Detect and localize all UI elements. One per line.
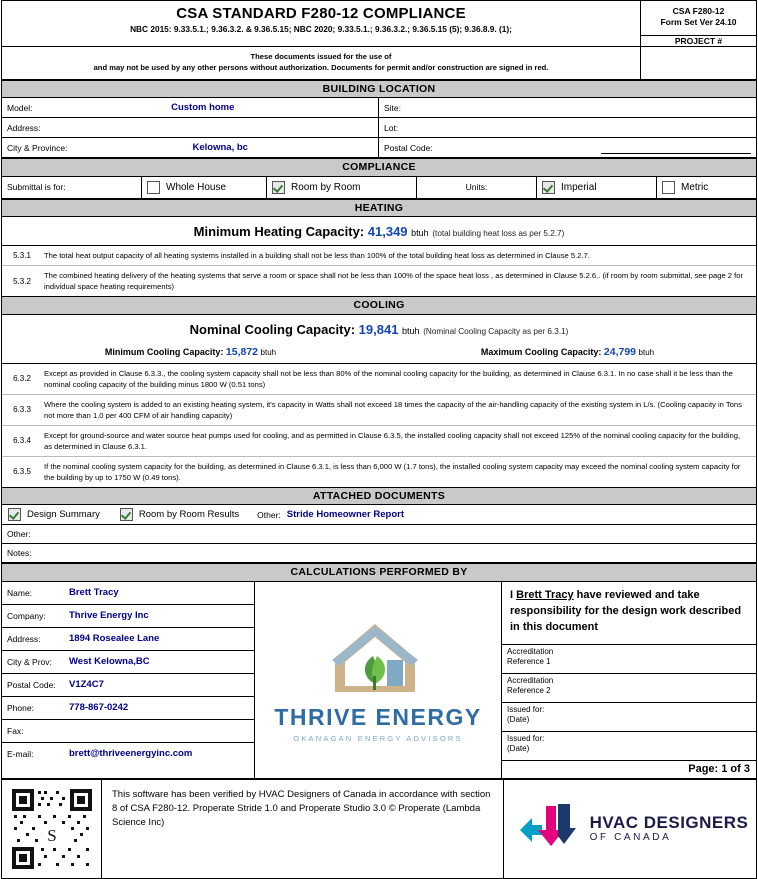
contact-address-value: 1894 Rosealee Lane	[69, 633, 160, 645]
table-row	[2, 98, 756, 118]
document-footer	[2, 779, 756, 878]
option-room-by-room-label: Room by Room	[291, 181, 361, 193]
table-row[interactable]	[2, 697, 254, 720]
contact-company-label: Company:	[7, 610, 46, 621]
notice-spacer	[640, 47, 756, 79]
hvac-arrows-icon	[512, 800, 580, 858]
notice-line-2: and may not be used by any other persons without authorization. Documents for permit and/or construction are signed in red.	[93, 63, 549, 73]
table-row[interactable]	[2, 743, 254, 765]
clause-row	[2, 246, 756, 265]
contact-name-value: Brett Tracy	[69, 587, 119, 599]
field-site-label: Site:	[384, 102, 402, 113]
table-row[interactable]	[2, 720, 254, 743]
notice-line-1: These documents issued for the use of	[250, 51, 392, 61]
nominal-cooling-capacity-note: (Nominal Cooling Capacity as per 6.3.1)	[423, 326, 569, 336]
contact-name-label-cell	[2, 582, 64, 604]
contact-fields	[2, 582, 255, 778]
accreditation-1-line1: Accreditation	[507, 646, 554, 656]
contact-postal-label: Postal Code:	[7, 679, 56, 690]
min-cooling-capacity-label: Minimum Cooling Capacity:	[104, 346, 224, 357]
company-logo	[255, 582, 502, 778]
attached-other-label: Other:	[257, 509, 281, 520]
checkbox-whole-house-icon[interactable]	[147, 181, 160, 194]
section-compliance: COMPLIANCE	[2, 158, 756, 177]
clause-number: 6.3.4	[13, 436, 31, 446]
field-address-label: Address:	[7, 122, 41, 133]
min-cooling-capacity-value: 15,872	[225, 345, 259, 358]
issued-1-line1: Issued for:	[507, 704, 545, 714]
qr-code[interactable]	[2, 780, 102, 878]
notice-spacer-inner	[641, 47, 756, 79]
min-cooling-capacity-unit: btuh	[260, 347, 277, 357]
attestation-post: have reviewed and take responsibility for the design work described in this document	[510, 588, 742, 633]
contact-email-label: E-mail:	[7, 748, 34, 759]
clause-text: If the nominal cooling system capacity for the building, as determined in Clause 6.3.1, is less than 6,000 W (1.7 tons), the installed cooling system capacity may exceed the nominal cooling system capacity for the building by up to 1750 W (0.49 tons).	[44, 461, 741, 482]
field-city-province-value: Kelowna, bc	[192, 142, 248, 154]
contact-fax-label: Fax:	[7, 725, 24, 736]
max-cooling-capacity	[379, 346, 756, 358]
attestation-name: Brett Tracy	[516, 588, 574, 601]
table-row[interactable]	[2, 582, 254, 605]
form-set-version	[641, 1, 756, 36]
submittal-label-cell	[2, 177, 142, 198]
table-row	[2, 118, 756, 138]
field-model[interactable]	[2, 98, 379, 117]
attestation-text	[502, 582, 756, 645]
table-row[interactable]	[2, 674, 254, 697]
option-room-by-room[interactable]	[267, 177, 417, 198]
field-address[interactable]	[2, 118, 379, 137]
field-city-province[interactable]	[2, 138, 379, 157]
field-postal-code-label: Postal Code:	[384, 142, 433, 153]
other-row-label: Other:	[7, 529, 31, 540]
issued-for-date-2[interactable]	[502, 732, 756, 761]
contact-postal-value: V1Z4C7	[69, 679, 104, 691]
postal-code-underline	[601, 141, 751, 154]
nominal-cooling-capacity-value: 19,841	[358, 321, 399, 337]
clause-number: 6.3.2	[13, 374, 31, 384]
min-heating-capacity-note: (total building heat loss as per 5.2.7)	[432, 229, 565, 239]
notice-text	[2, 47, 640, 79]
clause-number: 5.3.1	[13, 251, 31, 261]
contact-email-label-cell	[2, 743, 64, 765]
min-heating-capacity-unit: btuh	[411, 228, 429, 239]
section-cooling: COOLING	[2, 296, 756, 315]
checkbox-room-by-room-icon[interactable]	[272, 181, 285, 194]
field-city-province-label: City & Province:	[7, 142, 68, 153]
issued-2-line2: (Date)	[507, 744, 530, 754]
contact-company-label-cell	[2, 605, 64, 627]
page-title: CSA STANDARD F280-12 COMPLIANCE	[176, 5, 466, 22]
issued-1-line2: (Date)	[507, 715, 530, 725]
accreditation-2-line2: Reference 2	[507, 686, 551, 696]
clause-text: The total heat output capacity of all heating systems installed in a building shall not be less than 100% of the total building heat loss as determined in Clause 5.2.7.	[44, 251, 590, 261]
clause-row	[2, 364, 756, 394]
heating-clauses	[2, 245, 756, 296]
clause-row	[2, 456, 756, 487]
contact-fax-value	[64, 720, 254, 742]
accreditation-reference-1[interactable]	[502, 645, 756, 674]
other-row[interactable]	[2, 525, 756, 544]
contact-phone-label-cell	[2, 697, 64, 719]
attestation-pre: I	[510, 588, 514, 601]
calculations-block	[2, 582, 756, 779]
attached-documents-row	[2, 505, 756, 525]
verification-text: This software has been verified by HVAC Designers of Canada in accordance with section 8 of CSA F280-12. Properate Stride 1.0 and Properate Studio 3.0 © Properate (Lambda Science Inc)	[102, 780, 504, 878]
contact-company-value: Thrive Energy Inc	[69, 610, 149, 622]
units-label-cell	[417, 177, 537, 198]
page-subtitle: NBC 2015: 9.33.5.1.; 9.36.3.2. & 9.36.5.15; NBC 2020; 9.33.5.1.; 9.36.3.2.; 9.36.5.15 (5); 9.36.8.9. (1);	[130, 24, 512, 34]
header-title-block	[2, 1, 640, 46]
accreditation-reference-2[interactable]	[502, 674, 756, 703]
checkbox-room-by-room-results-icon[interactable]	[120, 508, 133, 521]
table-row	[2, 138, 756, 158]
contact-city-label: City & Prov:	[7, 656, 52, 667]
hvac-line-1: HVAC DESIGNERS	[589, 812, 749, 832]
attestation-block	[502, 582, 756, 778]
contact-city-value: West Kelowna,BC	[69, 656, 150, 668]
nominal-cooling-capacity-unit: btuh	[402, 325, 420, 336]
min-cooling-capacity	[2, 346, 379, 358]
cooling-clauses	[2, 363, 756, 487]
max-cooling-capacity-label: Maximum Cooling Capacity:	[480, 346, 602, 357]
max-cooling-capacity-value: 24,799	[603, 345, 637, 358]
nominal-cooling-capacity-line	[2, 315, 756, 343]
attached-design-summary-label: Design Summary	[27, 509, 100, 521]
clause-text: The combined heating delivery of the heating systems that serve a room or space shall not be less than 100% of the space heat loss , as determined in Clause 5.2.6.. (if room by room submittal, see page 2 for individual space heating requirements)	[44, 271, 744, 292]
section-attached-documents: ATTACHED DOCUMENTS	[2, 487, 756, 506]
clause-text: Where the cooling system is added to an existing heating system, it's capacity in Watts shall not exceed 18 times the capacity of the air-handling capacity of the existing system in L/s. (Cooling capacity in Tons not more than 1.0 per 400 CFM of air handling capacity)	[44, 399, 742, 420]
table-row[interactable]	[2, 605, 254, 628]
clause-text: Except for ground-source and water source heat pumps used for cooling, and as permitted in Clause 6.3.5, the installed cooling capacity shall not exceed 125% of the nominal cooling capacity for the building, as determined in Clause 6.3.1.	[44, 430, 741, 451]
clause-row	[2, 265, 756, 296]
section-heating: HEATING	[2, 199, 756, 218]
table-row[interactable]	[2, 651, 254, 674]
contact-city-label-cell	[2, 651, 64, 673]
option-metric-label: Metric	[681, 181, 709, 193]
qr-code-icon	[8, 785, 96, 873]
form-set-line1: CSA F280-12	[672, 6, 725, 16]
notice-block	[2, 47, 756, 80]
hvac-designers-text	[590, 814, 749, 844]
max-cooling-capacity-unit: btuh	[638, 347, 655, 357]
contact-name-label: Name:	[7, 587, 33, 598]
units-label: Units:	[465, 182, 488, 193]
clause-row	[2, 394, 756, 425]
form-set-block	[640, 1, 756, 46]
clause-number: 5.3.2	[13, 276, 31, 286]
section-calculations-performed-by: CALCULATIONS PERFORMED BY	[2, 563, 756, 582]
option-imperial[interactable]	[537, 177, 657, 198]
min-heating-capacity-label: Minimum Heating Capacity:	[193, 224, 365, 240]
notes-row[interactable]	[2, 544, 756, 563]
cooling-min-max-row	[2, 343, 756, 363]
field-model-value: Custom home	[171, 102, 235, 114]
min-heating-capacity-line	[2, 217, 756, 245]
clause-number: 6.3.5	[13, 467, 31, 477]
thrive-logo-block	[274, 616, 481, 743]
section-building-location: BUILDING LOCATION	[2, 80, 756, 99]
contact-address-label: Address:	[7, 633, 41, 644]
hvac-designers-logo	[504, 780, 756, 878]
svg-text:S: S	[46, 825, 57, 845]
min-heating-capacity-value: 41,349	[367, 224, 408, 240]
nominal-cooling-capacity-label: Nominal Cooling Capacity:	[189, 321, 356, 337]
option-whole-house-label: Whole House	[166, 181, 227, 193]
compliance-form-page	[1, 0, 757, 879]
contact-phone-label: Phone:	[7, 702, 34, 713]
option-imperial-label: Imperial	[561, 181, 597, 193]
compliance-row	[2, 177, 756, 199]
clause-row	[2, 425, 756, 456]
field-model-label: Model:	[7, 102, 33, 113]
table-row[interactable]	[2, 628, 254, 651]
contact-postal-label-cell	[2, 674, 64, 696]
contact-email-value: brett@thriveenergyinc.com	[69, 748, 193, 760]
form-set-line2: Form Set Ver 24.10	[660, 17, 737, 28]
contact-fax-label-cell	[2, 720, 64, 742]
checkbox-imperial-icon[interactable]	[542, 181, 555, 194]
field-lot-label: Lot:	[384, 122, 399, 133]
issued-2-line1: Issued for:	[507, 733, 545, 743]
contact-phone-value: 778-867-0242	[69, 702, 129, 714]
field-lot[interactable]	[379, 118, 756, 137]
hvac-line-2: OF CANADA	[589, 832, 672, 844]
field-postal-code[interactable]	[379, 138, 756, 157]
attached-room-by-room-label: Room by Room Results	[138, 509, 240, 521]
contact-address-label-cell	[2, 628, 64, 650]
field-site[interactable]	[379, 98, 756, 117]
notes-row-label: Notes:	[7, 548, 32, 559]
house-leaf-logo-icon	[323, 616, 433, 701]
thrive-logo-tagline: OKANAGAN ENERGY ADVISORS	[293, 734, 463, 744]
issued-for-date-1[interactable]	[502, 703, 756, 732]
clause-text: Except as provided in Clause 6.3.3., the cooling system capacity shall not be less than 80% of the nominal cooling capacity for the building, as determined in Clause 6.3.1. In no case shall it be less than the nominal cooling capacity of the building minus 1800 W (0.51 tons)	[44, 368, 733, 389]
thrive-logo-name: THRIVE ENERGY	[274, 704, 482, 731]
document-header	[2, 1, 756, 47]
accreditation-1-line2: Reference 1	[507, 657, 551, 667]
attached-other-value: Stride Homeowner Report	[286, 509, 404, 521]
option-metric[interactable]	[657, 177, 756, 198]
accreditation-2-line1: Accreditation	[507, 675, 554, 685]
checkbox-metric-icon[interactable]	[662, 181, 675, 194]
option-whole-house[interactable]	[142, 177, 267, 198]
page-number: Page: 1 of 3	[688, 762, 750, 775]
submittal-label: Submittal is for:	[7, 182, 66, 193]
project-number-label: PROJECT #	[674, 35, 723, 46]
checkbox-design-summary-icon[interactable]	[8, 508, 21, 521]
clause-number: 6.3.3	[13, 405, 31, 415]
